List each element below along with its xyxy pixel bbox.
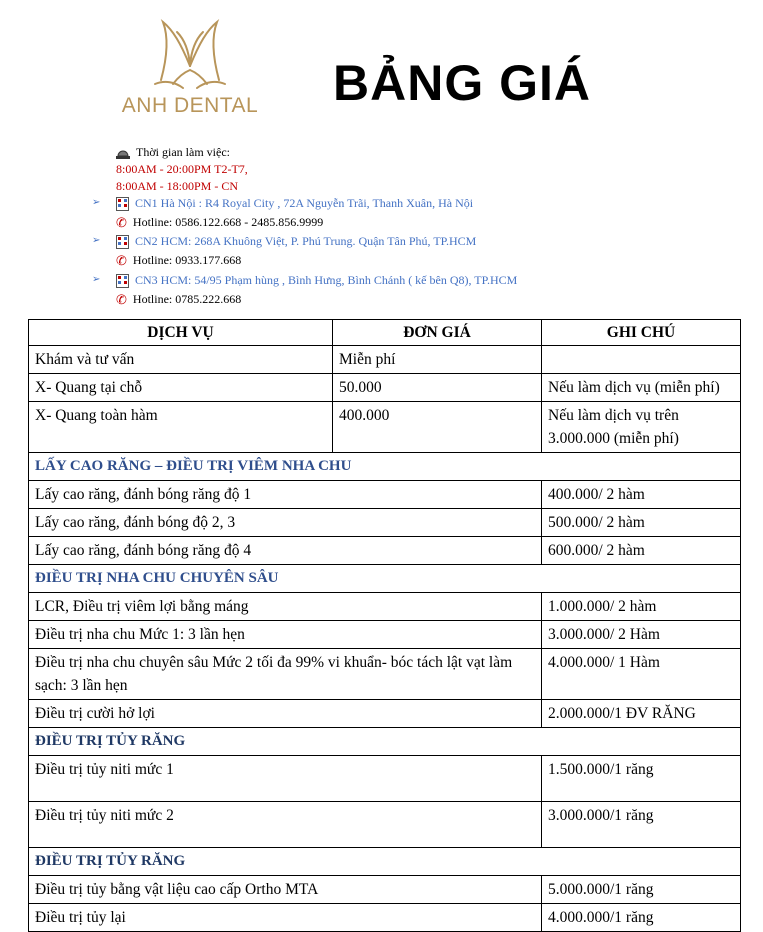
- service-cell: X- Quang toàn hàm: [29, 402, 333, 453]
- price-cell: 400.000: [333, 402, 542, 453]
- price-cell: 600.000/ 2 hàm: [542, 537, 741, 565]
- service-cell: Điều trị cười hở lợi: [29, 700, 542, 728]
- branch-3-hotline: ✆ Hotline: 0785.222.668: [116, 292, 242, 308]
- price-cell: 3.000.000/ 2 Hàm: [542, 621, 741, 649]
- section-title: LẤY CAO RĂNG – ĐIỀU TRỊ VIÊM NHA CHU: [29, 453, 741, 481]
- service-cell: Điều trị tủy niti mức 1: [29, 756, 542, 802]
- service-cell: Khám và tư vấn: [29, 346, 333, 374]
- table-row: [29, 346, 741, 374]
- table-row: [29, 481, 741, 509]
- service-cell: Điều trị tủy bằng vật liệu cao cấp Ortho MTA: [29, 876, 542, 904]
- section-title: ĐIỀU TRỊ TỦY RĂNG: [29, 848, 741, 876]
- phone-icon: ✆: [116, 253, 127, 269]
- price-cell: 4.000.000/ 1 Hàm: [542, 649, 741, 700]
- header-note: GHI CHÚ: [542, 320, 741, 346]
- building-icon: [116, 274, 129, 288]
- service-cell: Lấy cao răng, đánh bóng độ 2, 3: [29, 509, 542, 537]
- section-title: ĐIỀU TRỊ TỦY RĂNG: [29, 728, 741, 756]
- brand-name: ANH DENTAL: [121, 94, 259, 117]
- price-cell: 5.000.000/1 răng: [542, 876, 741, 904]
- section-header-row: [29, 453, 741, 481]
- table-header-row: [29, 320, 741, 346]
- price-cell: 400.000/ 2 hàm: [542, 481, 741, 509]
- table-row: [29, 537, 741, 565]
- service-cell: LCR, Điều trị viêm lợi bằng máng: [29, 593, 542, 621]
- table-row: [29, 509, 741, 537]
- section-title: ĐIỀU TRỊ NHA CHU CHUYÊN SÂU: [29, 565, 741, 593]
- table-row: [29, 593, 741, 621]
- price-cell: Miễn phí: [333, 346, 542, 374]
- clock-icon: [116, 147, 130, 159]
- logo-mark-icon: [153, 18, 227, 90]
- page-title: BẢNG GIÁ: [333, 55, 591, 111]
- bullet-arrow-icon: ➢: [92, 235, 101, 246]
- bullet-arrow-icon: ➢: [92, 197, 101, 208]
- branch-2-hotline: ✆ Hotline: 0933.177.668: [116, 253, 242, 269]
- section-header-row: [29, 728, 741, 756]
- hours-label-line: [116, 143, 230, 161]
- service-cell: X- Quang tại chỗ: [29, 374, 333, 402]
- price-cell: 500.000/ 2 hàm: [542, 509, 741, 537]
- price-cell: 50.000: [333, 374, 542, 402]
- note-cell: Nếu làm dịch vụ trên 3.000.000 (miễn phí): [542, 402, 741, 453]
- service-cell: Lấy cao răng, đánh bóng răng độ 1: [29, 481, 542, 509]
- branch-3-address: CN3 HCM: 54/95 Phạm hùng , Bình Hưng, Bình Chánh ( kế bên Q8), TP.HCM: [116, 271, 517, 289]
- branch-1-hotline: ✆ Hotline: 0586.122.668 - 2485.856.9999: [116, 215, 324, 231]
- table-row: [29, 904, 741, 932]
- table-row: [29, 374, 741, 402]
- building-icon: [116, 235, 129, 249]
- hours-sunday: 8:00AM - 18:00PM - CN: [116, 179, 239, 193]
- price-cell: 3.000.000/1 răng: [542, 802, 741, 848]
- table-row: [29, 756, 741, 802]
- table-row: [29, 649, 741, 700]
- table-row: [29, 802, 741, 848]
- price-cell: 2.000.000/1 ĐV RĂNG: [542, 700, 741, 728]
- price-cell: 1.500.000/1 răng: [542, 756, 741, 802]
- price-table: [28, 319, 741, 932]
- hours-label: Thời gian làm việc:: [136, 145, 230, 159]
- building-icon: [116, 197, 129, 211]
- hours-weekday: 8:00AM - 20:00PM T2-T7,: [116, 162, 248, 176]
- table-row: [29, 700, 741, 728]
- note-cell: Nếu làm dịch vụ (miễn phí): [542, 374, 741, 402]
- service-cell: Điều trị nha chu chuyên sâu Mức 2 tối đa 99% vi khuẩn- bóc tách lật vạt làm sạch: 3 lần hẹn: [29, 649, 542, 700]
- note-cell: [542, 346, 741, 374]
- price-cell: 1.000.000/ 2 hàm: [542, 593, 741, 621]
- section-header-row: [29, 565, 741, 593]
- service-cell: Điều trị tủy lại: [29, 904, 542, 932]
- service-cell: Điều trị tủy niti mức 2: [29, 802, 542, 848]
- price-cell: 4.000.000/1 răng: [542, 904, 741, 932]
- section-header-row: [29, 848, 741, 876]
- header-price: ĐƠN GIÁ: [333, 320, 542, 346]
- phone-icon: ✆: [116, 215, 127, 231]
- service-cell: Lấy cao răng, đánh bóng răng độ 4: [29, 537, 542, 565]
- table-row: [29, 621, 741, 649]
- bullet-arrow-icon: ➢: [92, 274, 101, 285]
- brand-logo: [120, 18, 260, 118]
- table-row: [29, 876, 741, 904]
- branch-1-address: CN1 Hà Nội : R4 Royal City , 72A Nguyễn Trãi, Thanh Xuân, Hà Nội: [116, 194, 473, 212]
- header-service: DỊCH VỤ: [29, 320, 333, 346]
- branch-2-address: CN2 HCM: 268A Khuông Việt, P. Phú Trung. Quận Tân Phú, TP.HCM: [116, 232, 476, 250]
- phone-icon: ✆: [116, 292, 127, 308]
- table-row: [29, 402, 741, 453]
- service-cell: Điều trị nha chu Mức 1: 3 lần hẹn: [29, 621, 542, 649]
